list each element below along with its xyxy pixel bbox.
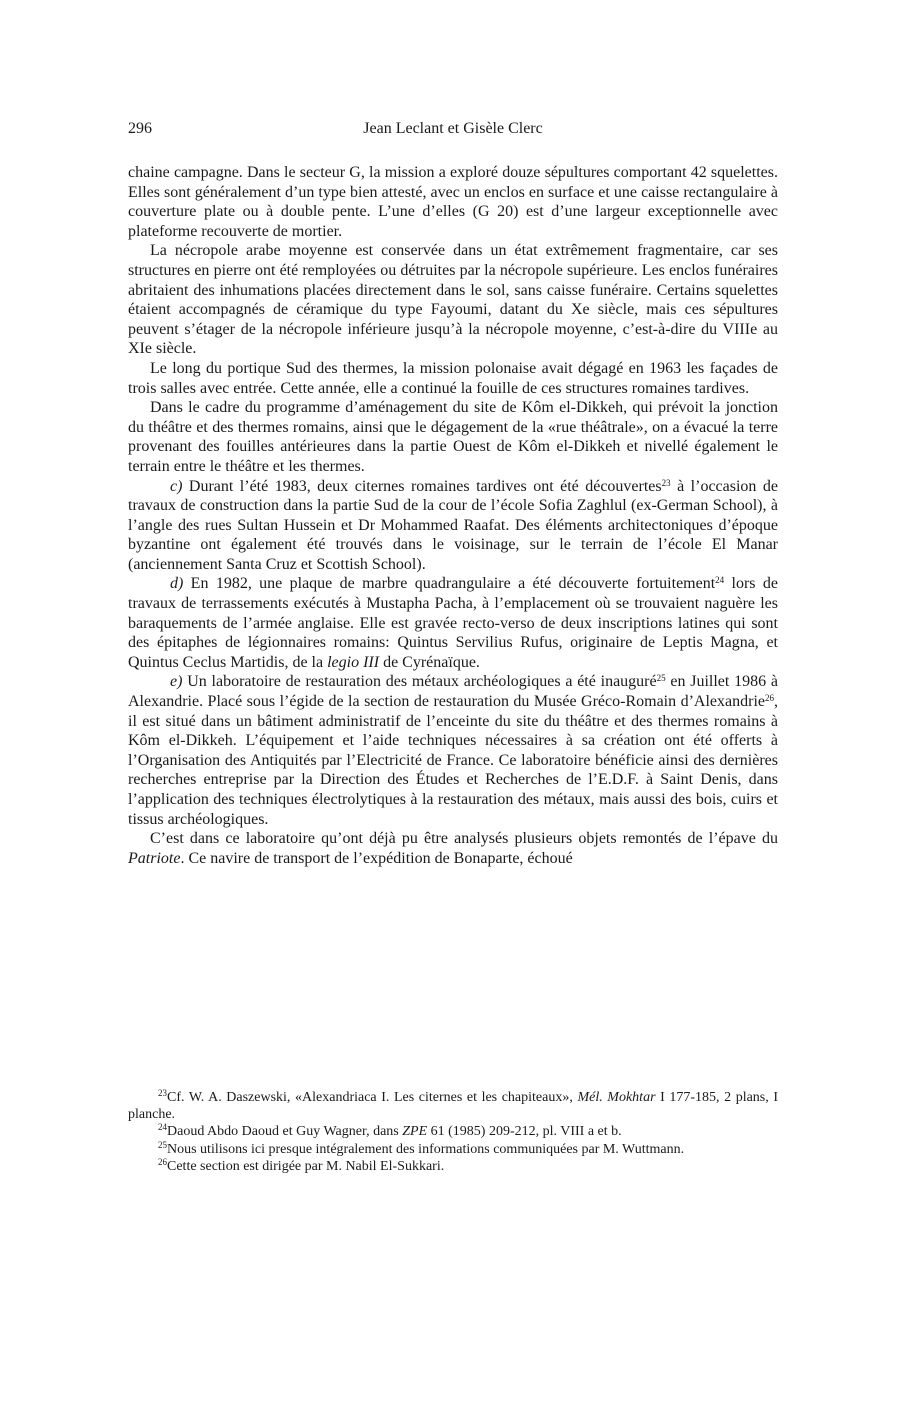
paragraph-portico: Le long du portique Sud des thermes, la mission polonaise avait dégagé en 1963 les façades de trois salles avec entrée. Cette année, elle a continué la fouille de ces structures romaines tardives. [128,359,778,397]
paragraph-e-laboratory: e) Un laboratoire de restauration des métaux archéologiques a été inauguré$^{25}$ en Juillet 1986 à Alexandrie. Placé sous l’égide de la section de restauration du Musée Gréco-Romain d’Alexandrie$^{26}$, il est situé dans un bâtiment administratif de l’enceinte du site du théâtre et des thermes romains à Kôm el-Dikkeh. L’équipement et l’aide techniques nécessaires à sa création ont été offerts à l’Organisation des Antiquités par l’Electricité de France. Ce laboratoire bénéficie ainsi des dernières recherches entreprise par la Direction des Études et Recherches de l’E.D.F. à Saint Denis, dans l’application des techniques électrolytiques à la restauration des métaux, mais aussi des bois, cuirs et tissus archéologiques. [128,673,778,828]
item-letter: e) [170,673,183,691]
footnote-ref[interactable]: 26 [765,693,774,704]
paragraph-d-marble-plaque: d) En 1982, une plaque de marbre quadrangulaire a été découverte fortuitement$^{24}$ lors de travaux de terrassements exécutés à Mustapha Pacha, à l’emplacement où se trouvaient naguère les baraquements de l’armée anglaise. Elle est gravée recto-verso de deux inscriptions latines qui sont des épitaphes de légionnaires romains: Quintus Servilius Rufus, originaire de Leptis Magna, et Quintus Ceclus Martidis, de la legio III de Cyrénaïque. [128,575,778,671]
paragraph-patriote: C’est dans ce laboratoire qu’ont déjà pu être analysés plusieurs objets remontés de l’épave du Patriote. Ce navire de transport de l’expédition de Bonaparte, échoué [128,830,778,867]
footnote-ref[interactable]: 25 [656,673,666,684]
footnote-ref[interactable]: 24 [715,575,725,586]
footnotes [128,1089,778,1175]
running-title: Jean Leclant et Gisèle Clerc [363,120,543,137]
footnote-23: $^{23}$Cf. W. A. Daszewski, «Alexandriaca I. Les citernes et les chapiteaux», Mél. Mokhtar I 177-185, 2 plans, I planche. [128,1088,779,1123]
footnote-24: $^{24}$Daoud Abdo Daoud et Guy Wagner, dans ZPE 61 (1985) 209-212, pl. VIII a et b. [158,1122,622,1140]
paragraph-arab-necropolis: La nécropole arabe moyenne est conservée dans un état extrêmement fragmentaire, car ses structures en pierre ont été remployées ou détruites par la nécropole supérieure. Les enclos funéraires abritaient des inhumations placées directement dans le sol, sans caisse funéraire. Certains squelettes étaient accompagnés de céramique du type Fayoumi, datant du Xe siècle, mais ces sépultures peuvent s’étager de la nécropole inférieure jusqu’à la nécropole moyenne, c’est-à-dire du VIIIe au XIe siècle. [128,242,778,358]
page-header [128,120,778,144]
paragraph-development-program: Dans le cadre du programme d’aménagement du site de Kôm el-Dikkeh, qui prévoit la jonction du théâtre et des thermes romains, ainsi que le dégagement de la «rue théâtrale», on a évacué la terre provenant des fouilles antérieures dans la partie Ouest de Kôm el-Dikkeh et nivellé également le terrain entre le théâtre et les thermes. [128,399,778,475]
footnote-ref[interactable]: 23 [661,477,671,488]
footnote-26: $^{26}$Cette section est dirigée par M. Nabil El-Sukkari. [158,1156,445,1174]
page-number: 296 [128,120,152,137]
paragraph-c-cisterns: c) Durant l’été 1983, deux citernes romaines tardives ont été découvertes$^{23}$ à l’occasion de travaux de construction dans la partie Sud de la cour de l’école Sofia Zaghlul (ex-German School), à l’angle des rues Sultan Hussein et Dr Mohammed Raafat. Des éléments architectoniques d’époque byzantine ont également été trouvés dans le voisinage, sur le terrain de l’école El Manar (anciennement Santa Cruz et Scottish School). [128,477,779,573]
item-letter: d) [170,575,184,593]
item-letter: c) [170,477,183,495]
body-text [128,163,778,868]
footnote-25: $^{25}$Nous utilisons ici presque intégralement des informations communiquées par M. Wuttmann. [158,1139,685,1157]
paragraph-continued: chaine campagne. Dans le secteur G, la mission a exploré douze sépultures comportant 42 squelettes. Elles sont généralement d’un type bien attesté, avec un enclos en surface et une caisse rectangulaire à couverture plate ou à double pente. L’une d’elles (G 20) est d’une largeur exceptionnelle avec plateforme recouverte de mortier. [128,164,778,240]
